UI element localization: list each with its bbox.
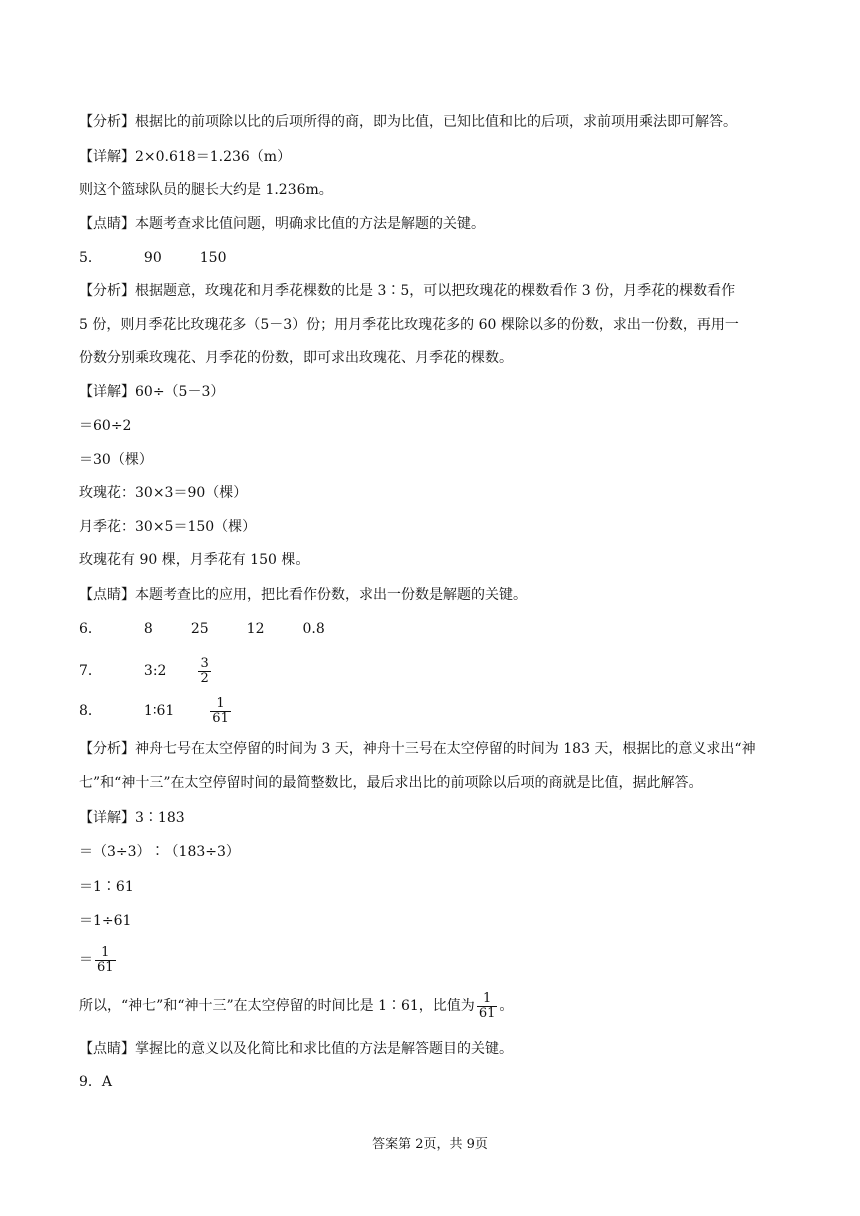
analysis-text: 【分析】根据比的前项除以比的后项所得的商，即为比值，已知比值和比的后项，求前项用乘法即可解答。 — [79, 114, 737, 130]
answer-value: 1∶61 — [143, 703, 175, 719]
solution-text: 【详解】60÷（5－3） — [79, 384, 225, 400]
solution-step: 玫瑰花：30×3＝90（棵） — [79, 485, 248, 501]
solution-step: ＝1÷61 — [79, 913, 132, 929]
fraction: $\frac{1}{61}$ — [97, 944, 114, 975]
page-footer: 答案第 2页，共 9页 — [372, 1137, 488, 1152]
solution-text: 【详解】3∶183 — [79, 810, 185, 826]
answer-value: 0.8 — [302, 621, 325, 637]
answer-text: 玫瑰花有 90 棵，月季花有 150 棵。 — [79, 552, 310, 568]
analysis-text: 份数分别乘玫瑰花、月季花的份数，即可求出玫瑰花、月季花的棵数。 — [79, 350, 513, 366]
solution-step: ＝1∶61 — [79, 879, 134, 895]
solution-text: 【详解】2×0.618＝1.236（m） — [79, 149, 292, 165]
answer-value: 25 — [190, 621, 209, 637]
solution-step: ＝60÷2 — [79, 418, 132, 434]
question-9-answer: 9．A — [79, 1074, 113, 1090]
answer-value: 3:2 — [143, 663, 167, 679]
question-6-answers — [79, 619, 325, 639]
answer-value: 12 — [246, 621, 265, 637]
comment-text: 【点睛】本题考查求比值问题，明确求比值的方法是解题的关键。 — [79, 216, 485, 232]
comment-text: 【点睛】掌握比的意义以及化简比和求比值的方法是解答题目的关键。 — [79, 1041, 513, 1057]
answer-sentence: 所以，“神七”和“神十三”在太空停留的时间比是 1∶61，比值为 — [79, 998, 475, 1014]
answer-value: 90 — [143, 250, 162, 266]
fraction: $\frac{3}{2}$ — [200, 655, 209, 686]
analysis-text: 七”和“神十三”在太空停留时间的最简整数比，最后求出比的前项除以后项的商就是比值，据此解答。 — [79, 775, 703, 791]
question-number: 5． — [79, 250, 102, 266]
answer-text: 则这个篮球队员的腿长大约是 1.236m。 — [79, 182, 333, 198]
fraction: $\frac{1}{61}$ — [478, 990, 496, 1021]
fraction: $\frac{1}{61}$ — [212, 695, 229, 726]
solution-step — [79, 942, 118, 978]
question-number: 6． — [79, 621, 102, 637]
question-5-answers — [79, 248, 226, 268]
comment-text: 【点睛】本题考查比的应用，把比看作份数，求出一份数是解题的关键。 — [79, 587, 527, 603]
analysis-text: 【分析】神舟七号在太空停留的时间为 3 天，神舟十三号在太空停留的时间为 183 天，根据比的意义求出“神 — [79, 741, 756, 757]
solution-step: ＝30（棵） — [79, 452, 153, 468]
solution-step: ＝（3÷3）∶（183÷3） — [79, 844, 240, 860]
answer-value: 8 — [143, 621, 153, 637]
question-number: 7． — [79, 663, 102, 679]
question-number: 8． — [79, 703, 102, 719]
analysis-text: 5 份，则月季花比玫瑰花多（5－3）份；用月季花比玫瑰花多的 60 棵除以多的份数，求出一份数，再用一 — [79, 317, 739, 333]
question-8-answers — [79, 693, 233, 729]
period: 。 — [499, 998, 514, 1014]
analysis-text: 【分析】根据题意，玫瑰花和月季花棵数的比是 3∶5，可以把玫瑰花的棵数看作 3 份，月季花的棵数看作 — [79, 283, 736, 299]
solution-step: 月季花：30×5＝150（棵） — [79, 519, 257, 535]
answer-text — [79, 988, 513, 1024]
question-7-answers — [79, 654, 213, 688]
equals-sign: ＝ — [79, 952, 93, 968]
answer-value: 150 — [199, 250, 227, 266]
